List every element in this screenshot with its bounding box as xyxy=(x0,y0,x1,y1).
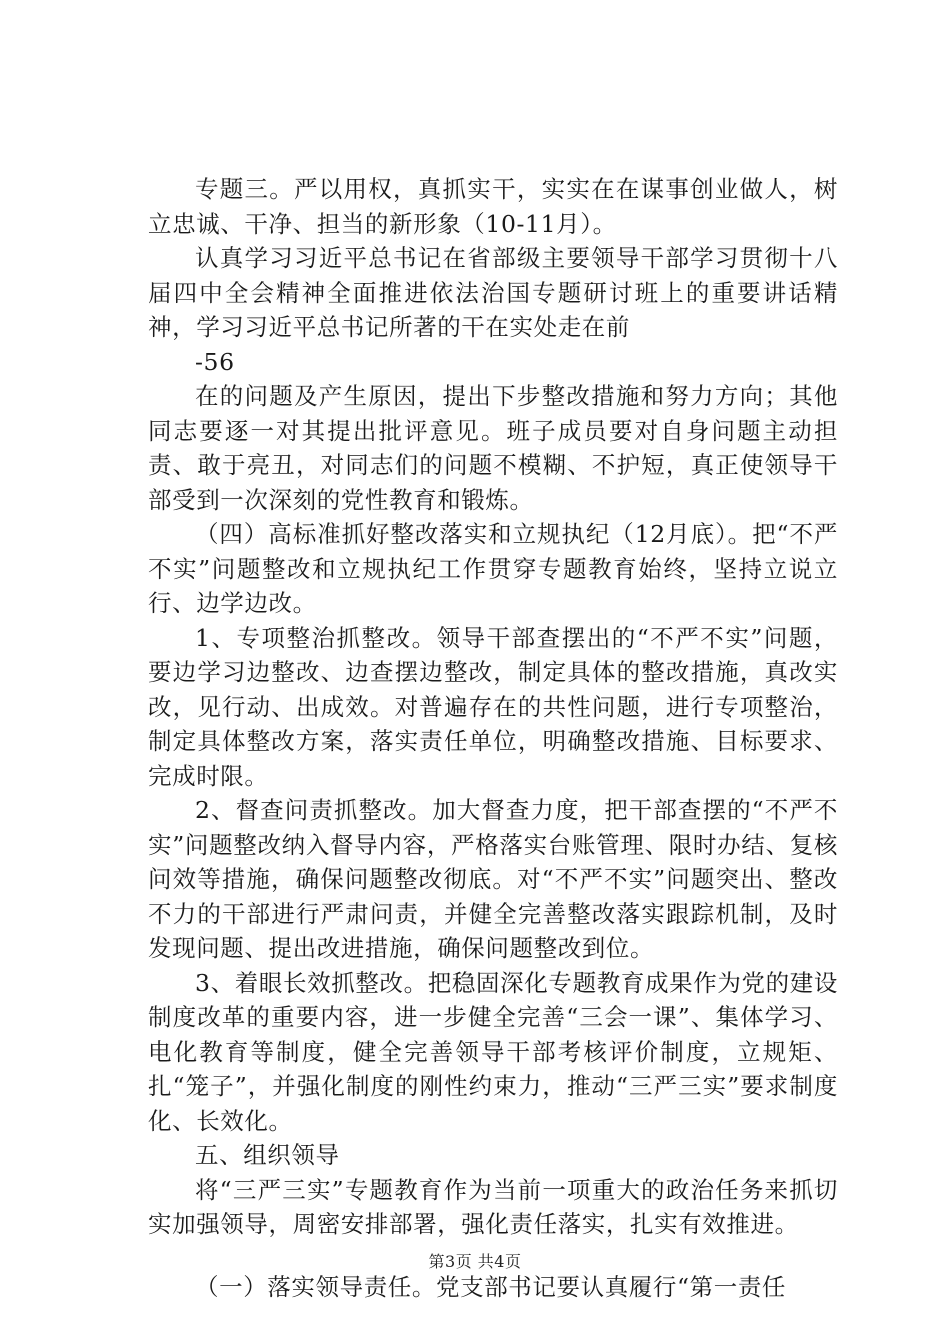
paragraph-leadership: 将“三严三实”专题教育作为当前一项重大的政治任务来抓切实加强领导，周密安排部署，强化责任落实，扎实有效推进。 xyxy=(148,1175,838,1238)
section-heading-organization: 五、组织领导 xyxy=(195,1141,340,1169)
paragraph-responsibility: （一）落实领导责任。党支部书记要认真履行“第一责任 xyxy=(195,1272,787,1301)
page-marker: -56 xyxy=(195,347,235,376)
paragraph-section-four: （四）高标准抓好整改落实和立规执纪（12月底）。把“不严不实”问题整改和立规执纪工作贯穿专题教育始终，坚持立说立行、边学边改。 xyxy=(148,520,838,617)
paragraph-problems: 在的问题及产生原因，提出下步整改措施和努力方向；其他同志要逐一对其提出批评意见。班子成员要对自身问题主动担责、敢于亮丑，对同志们的问题不模糊、不护短，真正使领导干部受到一次深刻的党性教育和锻炼。 xyxy=(148,382,838,514)
document-body xyxy=(148,172,838,1304)
page-footer: 第3页 共4页 xyxy=(428,1252,522,1271)
paragraph-item-two: 2、督查问责抓整改。加大督查力度，把干部查摆的“不严不实”问题整改纳入督导内容，严格落实台账管理、限时办结、复核问效等措施，确保问题整改彻底。对“不严不实”问题突出、整改不力的干部进行严肃问责，并健全完善整改落实跟踪机制，及时发现问题、提出改进措施，确保问题整改到位。 xyxy=(148,796,838,962)
paragraph-topic-three: 专题三。严以用权，真抓实干，实实在在谋事创业做人，树立忠诚、干净、担当的新形象（10-11月）。 xyxy=(148,175,838,238)
paragraph-item-three: 3、着眼长效抓整改。把稳固深化专题教育成果作为党的建设制度改革的重要内容，进一步健全完善“三会一课”、集体学习、电化教育等制度，健全完善领导干部考核评价制度，立规矩、扎“笼子”，并强化制度的刚性约束力，推动“三严三实”要求制度化、长效化。 xyxy=(148,968,838,1135)
paragraph-study-speech: 认真学习习近平总书记在省部级主要领导干部学习贯彻十八届四中全会精神全面推进依法治国专题研讨班上的重要讲话精神，学习习近平总书记所著的干在实处走在前 xyxy=(148,244,838,341)
paragraph-item-one: 1、专项整治抓整改。领导干部查摆出的“不严不实”问题，要边学习边整改、边查摆边整改，制定具体的整改措施，真改实改，见行动、出成效。对普遍存在的共性问题，进行专项整治，制定具体整改方案，落实责任单位，明确整改措施、目标要求、完成时限。 xyxy=(148,623,838,790)
